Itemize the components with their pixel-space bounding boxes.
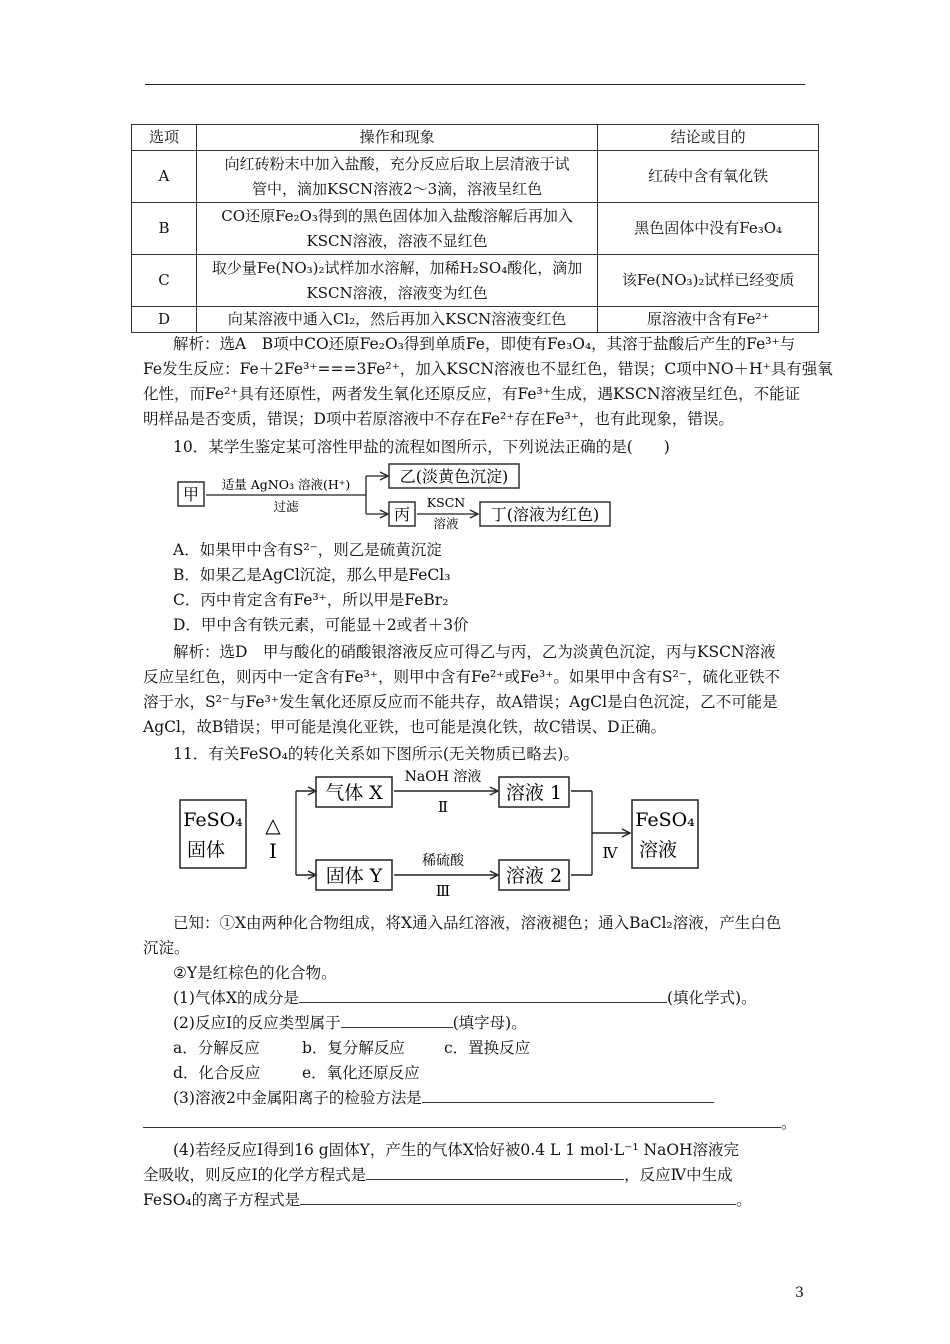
operation-line: 取少量Fe(NO₃)₂试样加水溶解，加稀H₂SO₄酸化，滴加 [211, 258, 583, 277]
q11-part4-line3 [143, 1188, 752, 1213]
part3-prompt: (3)溶液2中金属阳离子的检验方法是 [173, 1089, 422, 1107]
operation-line: 管中，滴加KSCN溶液2～3滴，溶液呈红色 [251, 179, 543, 198]
flow-reagent2-bottom: 溶液 [433, 516, 459, 530]
flow-acid-label: 稀硫酸 [422, 853, 464, 869]
flow-start-line1: FeSO₄ [183, 809, 243, 831]
q11-part3 [173, 1086, 714, 1111]
part4-prompt-2: FeSO₄的离子方程式是 [143, 1191, 301, 1209]
table-row [132, 255, 819, 307]
table-row [132, 151, 819, 203]
q9-analysis-line: 明样品是否变质，错误；D项中若原溶液中不存在Fe²⁺存在Fe³⁺，也有此现象，错误。 [143, 410, 734, 428]
operation-line: CO还原Fe₂O₃得到的黑色固体加入盐酸溶解后再加入 [221, 206, 573, 225]
header-conclusion: 结论或目的 [598, 125, 819, 151]
flow-step2: Ⅱ [437, 798, 449, 816]
flow-end-line1: FeSO₄ [635, 809, 695, 831]
table-row [132, 203, 819, 255]
answer-blank-1[interactable] [299, 986, 667, 1003]
flow-step3: Ⅲ [435, 882, 451, 900]
q11-choices-row2 [173, 1061, 420, 1086]
q10-option-c: C．丙中肯定含有Fe³⁺，所以甲是FeBr₂ [173, 591, 449, 609]
q11-part3-cont [143, 1111, 797, 1136]
q11-flow-diagram [176, 762, 706, 904]
flow-product2-label: 丙 [393, 505, 411, 524]
answer-blank-3[interactable] [422, 1086, 714, 1103]
q9-analysis-line: 解析：选A B项中CO还原Fe₂O₃得到单质Fe，即使有Fe₃O₄，其溶于盐酸后产生的Fe³⁺与 [173, 335, 796, 353]
q11-known2: ②Y是红棕色的化合物。 [173, 964, 337, 982]
part4-end: 。 [736, 1191, 752, 1209]
flow-reagent2-top: KSCN [426, 495, 466, 510]
choice-c: c．置换反应 [444, 1039, 531, 1057]
part1-suffix: (填化学式)。 [667, 989, 757, 1007]
q10-flow-diagram [174, 462, 624, 530]
flow-start-label: 甲 [182, 485, 200, 504]
flow-gas-label: 气体 X [325, 782, 383, 804]
q10-analysis-line: 溶于水，S²⁻与Fe³⁺发生氧化还原反应而不能共存，故A错误；AgCl是白色沉淀，乙不可能是 [143, 693, 778, 711]
part4-suffix: ，反应Ⅳ中生成 [624, 1166, 733, 1184]
q10-analysis-line: AgCl，故B错误；甲可能是溴化亚铁，也可能是溴化铁，故C错误、D正确。 [143, 718, 667, 736]
q11-known1-cont: 沉淀。 [143, 939, 190, 957]
q10-analysis-line: 反应呈红色，则丙中一定含有Fe³⁺，则甲中含有Fe²⁺或Fe³⁺。如果甲中含有S²⁻，硫化亚铁不 [143, 668, 780, 686]
flow-sol1-label: 溶液 1 [505, 782, 563, 804]
row-option: C [132, 255, 197, 307]
flow-reagent-top: 适量 AgNO₃ 溶液(H⁺) [221, 477, 351, 492]
flow-solid-label: 固体 Y [325, 865, 383, 887]
operation-line: KSCN溶液，溶液不显红色 [306, 231, 488, 250]
q10-analysis-line: 解析：选D 甲与酸化的硝酸银溶液反应可得乙与丙，乙为淡黄色沉淀，丙与KSCN溶液 [173, 643, 776, 661]
part4-prompt: 全吸收，则反应Ⅰ的化学方程式是 [143, 1166, 367, 1184]
page-number: 3 [795, 1285, 804, 1301]
operation-line: KSCN溶液，溶液变为红色 [306, 283, 488, 302]
flow-product1-label: 乙(淡黄色沉淀) [399, 467, 509, 486]
options-table [131, 124, 819, 333]
q10-option-a: A．如果甲中含有S²⁻，则乙是硫黄沉淀 [173, 541, 442, 559]
q9-analysis-line: Fe发生反应：Fe＋2Fe³⁺===3Fe²⁺，加入KSCN溶液也不显红色，错误；C项中NO＋H⁺具有强氧 [143, 360, 833, 378]
q10-option-b: B．如果乙是AgCl沉淀，那么甲是FeCl₃ [173, 566, 451, 584]
header-operation: 操作和现象 [196, 125, 597, 151]
choice-d: d．化合反应 [173, 1064, 261, 1082]
row-conclusion: 黑色固体中没有Fe₃O₄ [598, 203, 819, 255]
table-row [132, 307, 819, 333]
row-operation [196, 255, 597, 307]
row-operation [196, 203, 597, 255]
row-conclusion: 红砖中含有氧化铁 [598, 151, 819, 203]
answer-blank-2[interactable] [341, 1011, 453, 1028]
flow-step4: Ⅳ [602, 844, 618, 862]
flow-step1: Ⅰ [269, 839, 277, 863]
q11-choices-row1 [173, 1036, 530, 1061]
operation-line: 向红砖粉末中加入盐酸，充分反应后取上层清液于试 [224, 154, 570, 173]
choice-b: b．复分解反应 [302, 1039, 405, 1057]
q10-option-d: D．甲中含有铁元素，可能显＋2或者＋3价 [173, 616, 469, 634]
q11-part1 [173, 986, 757, 1011]
row-conclusion: 原溶液中含有Fe²⁺ [598, 307, 819, 333]
q11-part4-line2 [143, 1163, 733, 1188]
answer-blank-5[interactable] [300, 1188, 736, 1205]
part3-end: 。 [781, 1114, 797, 1132]
flow-start-line2: 固体 [186, 839, 226, 861]
q11-part2 [173, 1011, 527, 1036]
q11-stem: 11．有关FeSO₄的转化关系如下图所示(无关物质已略去)。 [173, 745, 579, 763]
part2-prompt: (2)反应Ⅰ的反应类型属于 [173, 1014, 341, 1032]
row-option: A [132, 151, 197, 203]
answer-blank-4[interactable] [366, 1163, 624, 1180]
answer-blank-3b[interactable] [143, 1111, 781, 1128]
q11-part4-line1: (4)若经反应Ⅰ得到16 g固体Y，产生的气体X恰好被0.4 L 1 mol·L⁻¹ NaOH溶液完 [173, 1141, 740, 1159]
row-option: D [132, 307, 197, 333]
header-rule [145, 84, 805, 85]
flow-reagent-bottom: 过滤 [273, 499, 299, 514]
choice-e: e．氧化还原反应 [302, 1064, 420, 1082]
choice-a: a．分解反应 [173, 1039, 260, 1057]
q10-stem: 10．某学生鉴定某可溶性甲盐的流程如图所示，下列说法正确的是( ) [173, 438, 670, 456]
row-conclusion: 该Fe(NO₃)₂试样已经变质 [598, 255, 819, 307]
part2-suffix: (填字母)。 [452, 1014, 527, 1032]
flow-end-line2: 溶液 [638, 839, 678, 861]
q9-analysis-line: 化性，而Fe²⁺具有还原性，两者发生氧化还原反应，有Fe³⁺生成，遇KSCN溶液呈红色，不能证 [143, 385, 801, 403]
heat-icon: △ [265, 813, 281, 837]
header-option: 选项 [132, 125, 197, 151]
flow-product3-label: 丁(溶液为红色) [490, 505, 600, 524]
row-operation: 向某溶液中通入Cl₂，然后再加入KSCN溶液变红色 [196, 307, 597, 333]
table-header-row [132, 125, 819, 151]
flow-sol2-label: 溶液 2 [505, 865, 563, 887]
row-operation [196, 151, 597, 203]
row-option: B [132, 203, 197, 255]
part1-prompt: (1)气体X的成分是 [173, 989, 299, 1007]
q11-known1: 已知：①X由两种化合物组成，将X通入品红溶液，溶液褪色；通入BaCl₂溶液，产生白色 [173, 914, 782, 932]
flow-naoh-label: NaOH 溶液 [404, 769, 482, 785]
